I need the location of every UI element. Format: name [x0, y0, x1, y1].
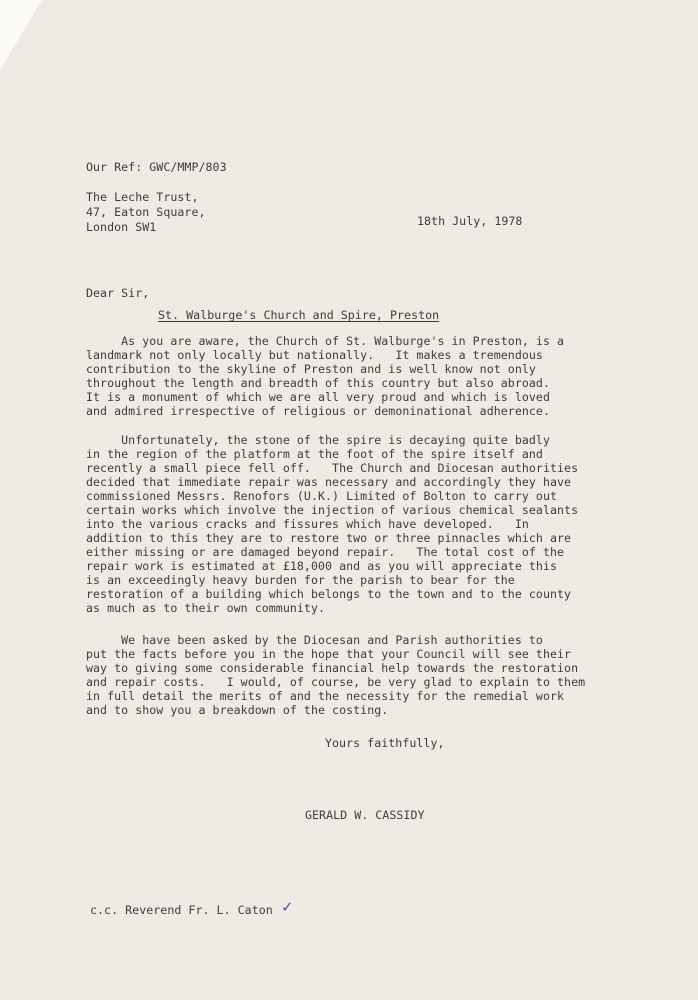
paragraph-line: decided that immediate repair was necessary and accordingly they have — [86, 475, 572, 489]
paragraph-line: way to giving some considerable financial help towards the restoration — [86, 661, 579, 675]
recipient-line-1: The Leche Trust, — [86, 190, 199, 204]
closing: Yours faithfully, — [325, 736, 445, 750]
subject-line: St. Walburge's Church and Spire, Preston — [158, 308, 440, 322]
checkmark-icon: ✓ — [281, 898, 294, 916]
paragraph-line: It is a monument of which we are all very proud and which is loved — [86, 390, 550, 404]
paragraph-line: recently a small piece fell off. The Church and Diocesan authorities — [86, 461, 579, 475]
paragraph-line: As you are aware, the Church of St. Walburge's in Preston, is a — [86, 334, 565, 348]
paragraph-line: and repair costs. I would, of course, be very glad to explain to them — [86, 675, 586, 689]
paragraph-line: in the region of the platform at the foot of the spire itself and — [86, 447, 543, 461]
paragraph-line: throughout the length and breadth of this country but also abroad. — [86, 376, 550, 390]
reference-line: Our Ref: GWC/MMP/803 — [86, 160, 227, 174]
cc-line: c.c. Reverend Fr. L. Caton — [90, 903, 273, 917]
paragraph-line: either missing or are damaged beyond repair. The total cost of the — [86, 545, 565, 559]
paragraph-line: We have been asked by the Diocesan and Parish authorities to — [86, 633, 543, 647]
paragraph-line: into the various cracks and fissures which have developed. In — [86, 517, 529, 531]
salutation: Dear Sir, — [86, 286, 150, 300]
paragraph-line: repair work is estimated at £18,000 and as you will appreciate this — [86, 559, 558, 573]
paragraph-line: commissioned Messrs. Renofors (U.K.) Limited of Bolton to carry out — [86, 489, 558, 503]
paragraph-line: addition to this they are to restore two or three pinnacles which are — [86, 531, 572, 545]
paragraph-line: restoration of a building which belongs to the town and to the county — [86, 587, 572, 601]
paragraph-line: in full detail the merits of and the necessity for the remedial work — [86, 689, 565, 703]
paragraph-line: is an exceedingly heavy burden for the parish to bear for the — [86, 573, 515, 587]
paragraph-line: and admired irrespective of religious or demoninational adherence. — [86, 404, 550, 418]
folded-corner — [0, 0, 42, 70]
signature-name: GERALD W. CASSIDY — [305, 808, 425, 822]
recipient-line-3: London SW1 — [86, 220, 157, 234]
paragraph-line: landmark not only locally but nationally. It makes a tremendous — [86, 348, 543, 362]
paragraph-2 — [86, 433, 606, 615]
paragraph-line: Unfortunately, the stone of the spire is decaying quite badly — [86, 433, 550, 447]
paragraph-line: and to show you a breakdown of the costing. — [86, 703, 389, 717]
paragraph-line: put the facts before you in the hope that your Council will see their — [86, 647, 572, 661]
letter-date: 18th July, 1978 — [417, 214, 523, 228]
paragraph-1 — [86, 334, 606, 418]
paragraph-3 — [86, 633, 606, 717]
recipient-line-2: 47, Eaton Square, — [86, 205, 206, 219]
paragraph-line: contribution to the skyline of Preston and is well know not only — [86, 362, 536, 376]
paragraph-line: as much as to their own community. — [86, 601, 326, 615]
paragraph-line: certain works which involve the injection of various chemical sealants — [86, 503, 579, 517]
